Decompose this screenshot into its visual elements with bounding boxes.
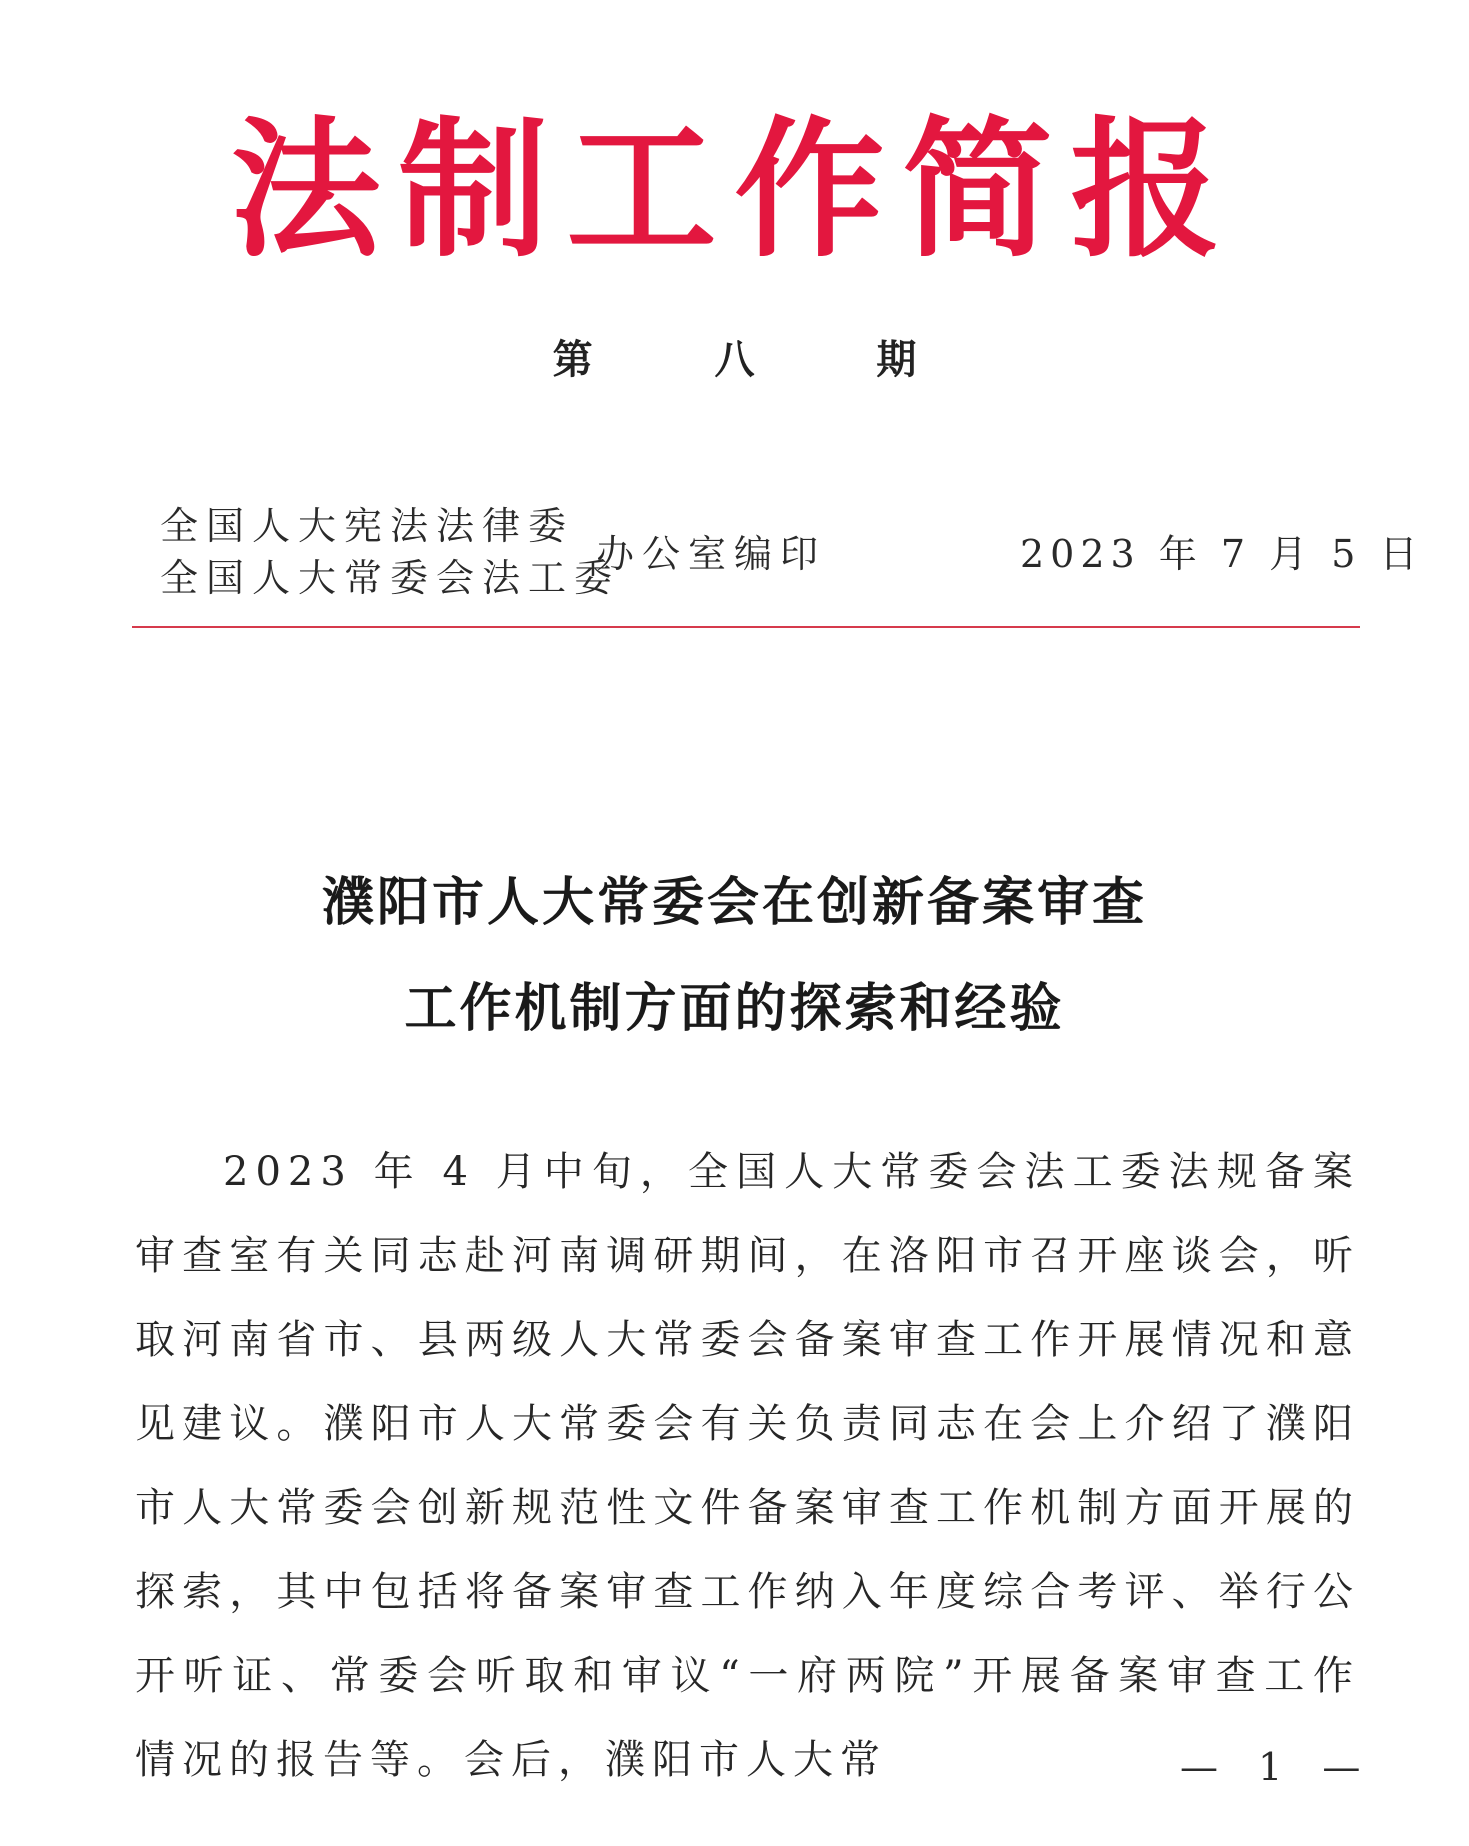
article-paragraph: 2023 年 4 月中旬，全国人大常委会法工委法规备案审查室有关同志赴河南调研期间，在洛阳市召开座谈会，听取河南省市、县两级人大常委会备案审查工作开展情况和意见建议。濮阳市人大常委会有关负责同志在会上介绍了濮阳市人大常委会创新规范性文件备案审查工作机制方面开展的探索，其中包括将备案审查工作纳入年度综合考评、举行公开听证、常委会听取和审议“一府两院”开展备案审查工作情况的报告等。会后，濮阳市人大常 xyxy=(135,1149,1360,1783)
masthead-title: 法制工作简报 xyxy=(230,102,1239,278)
publisher-block xyxy=(160,500,620,604)
article-title xyxy=(0,850,1469,1062)
publish-date: 2023 年 7 月 5 日 xyxy=(1020,532,1424,576)
publisher-line-1: 全国人大宪法法律委 xyxy=(160,504,575,548)
issue-number: 第 八 期 xyxy=(552,336,971,383)
article-title-line-2: 工作机制方面的探索和经验 xyxy=(404,978,1065,1039)
article-title-line-1: 濮阳市人大常委会在创新备案审查 xyxy=(321,872,1147,933)
publisher-line-2: 全国人大常委会法工委 xyxy=(160,556,621,600)
page-number: — 1 — xyxy=(1180,1745,1375,1789)
header-divider xyxy=(132,626,1360,628)
publisher-office: 办公室编印 xyxy=(596,532,827,576)
